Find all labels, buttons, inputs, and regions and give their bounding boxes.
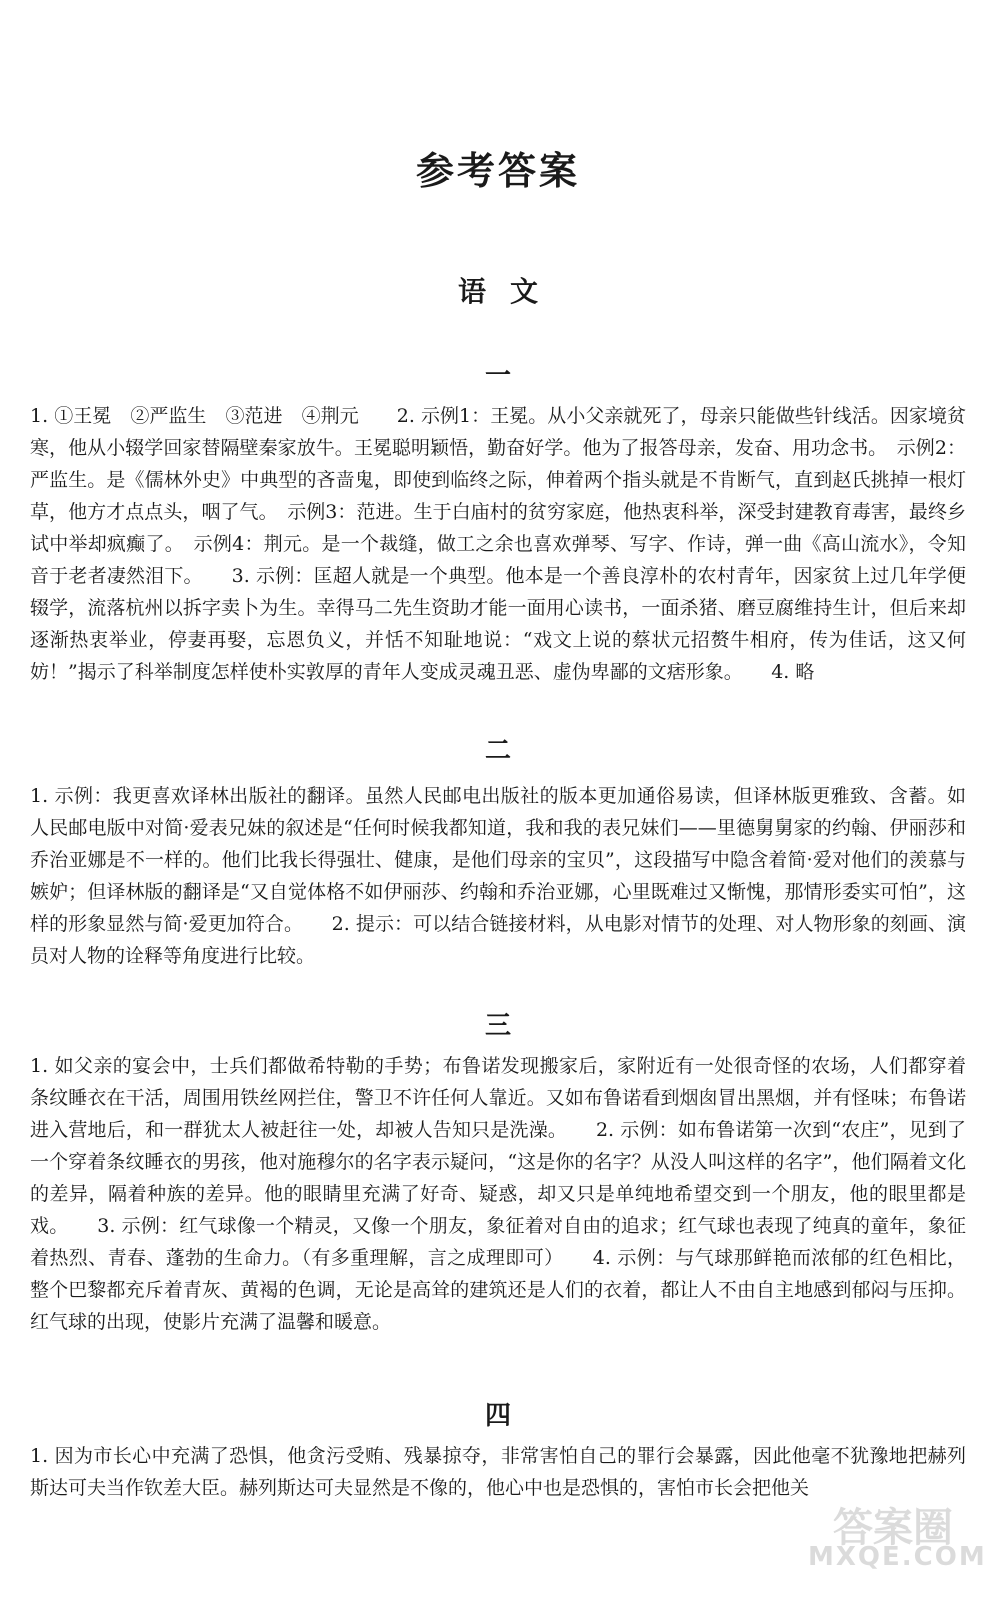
section-heading-4: 四 [484,1401,511,1431]
section-4-text: 1. 因为市长心中充满了恐惧，他贪污受贿、残暴掠夺，非常害怕自己的罪行会暴露，因此他毫不犹豫地把赫列斯达可夫当作钦差大臣。赫列斯达可夫显然是不像的，他心中也是恐惧的，害怕市长会把他关 [30,1445,966,1499]
watermark-glyph: 答案圈 [833,1505,953,1551]
watermark-text: MXQE.COM [808,1542,987,1572]
section-heading-3: 三 [484,1011,511,1041]
section-1-text: 1. ①王冕 ②严监生 ③范进 ④荆元 2. 示例1：王冕。从小父亲就死了，母亲只能做些针线活。因家境贫寒，他从小辍学回家替隔壁秦家放牛。王冕聪明颖悟，勤奋好学。他为了报答母亲，发奋、用功念书。 示例2：严监生。是《儒林外史》中典型的吝啬鬼，即使到临终之际，伸着两个指头就是不肯断气，直到赵氏挑掉一根灯草，他方才点点头，咽了气。 示例3：范进。生于白庙村的贫穷家庭，他热衷科举，深受封建教育毒害，最终乡试中举却疯癫了。 示例4：荆元。是一个裁缝，做工之余也喜欢弹琴、写字、作诗，弹一曲《高山流水》，令知音于老者凄然泪下。 3. 示例：匡超人就是一个典型。他本是一个善良淳朴的农村青年，因家贫上过几年学便辍学，流落杭州以拆字卖卜为生。幸得马二先生资助才能一面用心读书，一面杀猪、磨豆腐维持生计，但后来却逐渐热衷举业，停妻再娶，忘恩负义，并恬不知耻地说：“戏文上说的蔡状元招赘牛相府，传为佳话，这又何妨！”揭示了科举制度怎样使朴实敦厚的青年人变成灵魂丑恶、虚伪卑鄙的文痞形象。 4. 略 [30,405,966,683]
section-2-text: 1. 示例：我更喜欢译林出版社的翻译。虽然人民邮电出版社的版本更加通俗易读，但译林版更雅致、含蓄。如人民邮电版中对简·爱表兄妹的叙述是“任何时候我都知道，我和我的表兄妹们——里德舅舅家的约翰、伊丽莎和乔治亚娜是不一样的。他们比我长得强壮、健康，是他们母亲的宝贝”，这段描写中隐含着简·爱对他们的羡慕与嫉妒；但译林版的翻译是“又自觉体格不如伊丽莎、约翰和乔治亚娜，心里既难过又惭愧，那情形委实可怕”，这样的形象显然与简·爱更加符合。 2. 提示：可以结合链接材料，从电影对情节的处理、对人物形象的刻画、演员对人物的诠释等角度进行比较。 [30,785,966,967]
section-3-text: 1. 如父亲的宴会中，士兵们都做希特勒的手势；布鲁诺发现搬家后，家附近有一处很奇怪的农场，人们都穿着条纹睡衣在干活，周围用铁丝网拦住，警卫不许任何人靠近。又如布鲁诺看到烟囱冒出黑烟，并有怪味；布鲁诺进入营地后，和一群犹太人被赶往一处，却被人告知只是洗澡。 2. 示例：如布鲁诺第一次到“农庄”，见到了一个穿着条纹睡衣的男孩，他对施穆尔的名字表示疑问，“这是你的名字？从没人叫这样的名字”，他们隔着文化的差异，隔着种族的差异。他的眼睛里充满了好奇、疑惑，却又只是单纯地希望交到一个朋友，他的眼里都是戏。 3. 示例：红气球像一个精灵，又像一个朋友，象征着对自由的追求；红气球也表现了纯真的童年，象征着热烈、青春、蓬勃的生命力。（有多重理解，言之成理即可） 4. 示例：与气球那鲜艳而浓郁的红色相比，整个巴黎都充斥着青灰、黄褐的色调，无论是高耸的建筑还是人们的衣着，都让人不由自主地感到郁闷与压抑。红气球的出现，使影片充满了温馨和暖意。 [30,1055,966,1333]
subject-title: 语文 [457,275,562,308]
watermark-logo [808,1496,987,1576]
section-heading-1: 一 [484,361,511,391]
page-title: 参考答案 [415,148,580,193]
section-heading-2: 二 [484,736,511,766]
